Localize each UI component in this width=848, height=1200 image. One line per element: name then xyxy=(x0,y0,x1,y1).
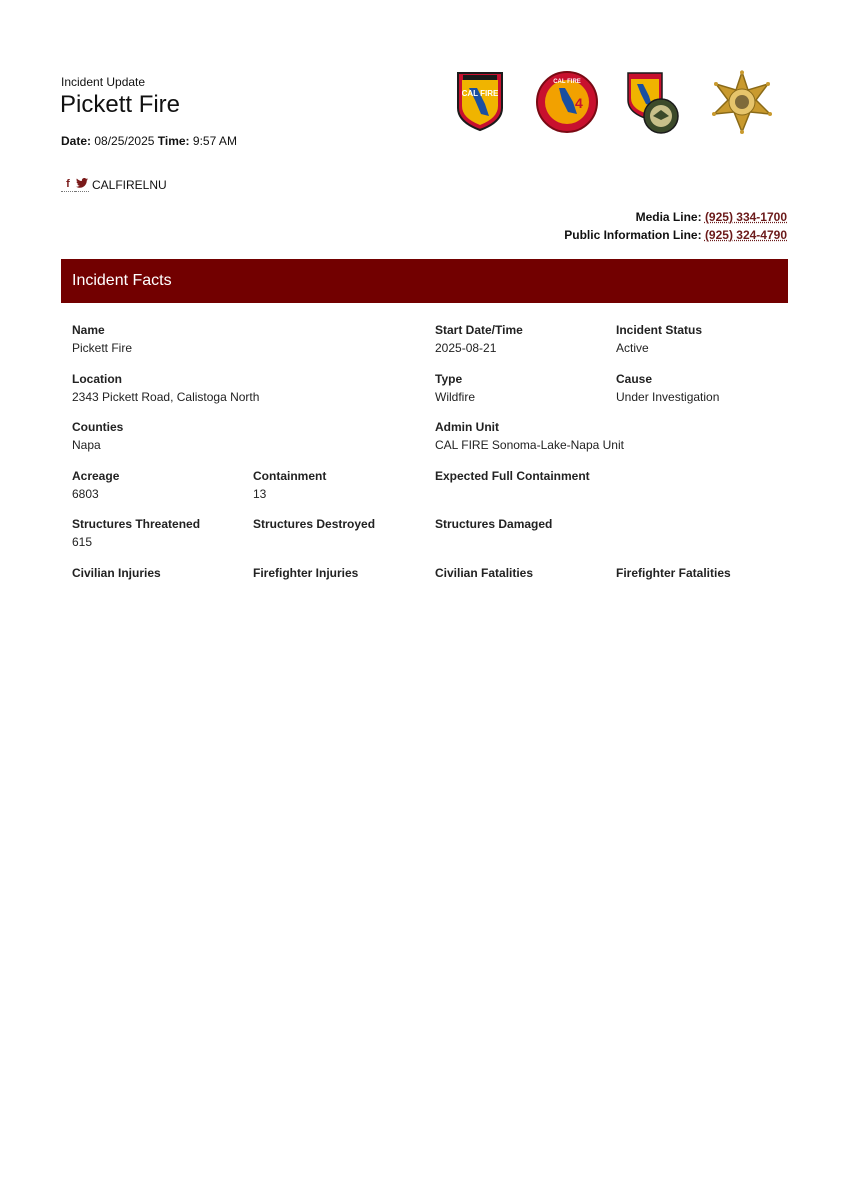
fact-value: 2343 Pickett Road, Calistoga North xyxy=(72,389,260,404)
fact-civilian-injuries xyxy=(72,565,161,583)
svg-text:4: 4 xyxy=(575,95,583,111)
fact-label: Civilian Fatalities xyxy=(435,565,534,580)
fact-label: Containment xyxy=(253,468,327,483)
cal-fire-seal-logo xyxy=(535,70,599,134)
facts-row xyxy=(72,565,788,614)
cal-fire-shield-logo xyxy=(455,70,505,132)
fact-firefighter-injuries xyxy=(253,565,358,583)
date-time-line xyxy=(61,134,237,148)
public-info-line-label: Public Information Line: xyxy=(564,228,702,242)
twitter-icon[interactable] xyxy=(75,178,89,192)
page-title: Pickett Fire xyxy=(60,91,181,118)
incident-facts-grid xyxy=(72,322,788,613)
fact-structures-destroyed xyxy=(253,516,375,534)
fact-civilian-fatalities xyxy=(435,565,533,583)
fact-cause xyxy=(616,371,719,405)
agency-logos xyxy=(450,68,790,138)
facts-row xyxy=(72,419,788,468)
fact-label: Civilian Injuries xyxy=(72,565,161,580)
fact-label: Admin Unit xyxy=(435,420,499,434)
fact-value: Pickett Fire xyxy=(72,341,133,355)
fact-counties xyxy=(72,419,123,453)
fact-name xyxy=(72,322,132,356)
fact-incident-status xyxy=(616,322,702,356)
fact-value: 6803 xyxy=(72,486,99,501)
date-value: 08/25/2025 xyxy=(94,134,155,148)
fact-acreage xyxy=(72,468,119,502)
media-line-phone-link[interactable]: (925) 334-1700 xyxy=(704,210,787,224)
fact-value: 2025-08-21 xyxy=(435,341,497,355)
fact-containment xyxy=(253,468,326,502)
fact-structures-threatened xyxy=(72,516,200,550)
fact-label: Firefighter Fatalities xyxy=(616,565,731,580)
svg-text:CAL FIRE: CAL FIRE xyxy=(461,89,499,98)
fact-location xyxy=(72,371,259,405)
fact-label: Structures Threatened xyxy=(72,517,201,531)
public-info-phone-link[interactable]: (925) 324-4790 xyxy=(704,228,787,242)
fact-label: Counties xyxy=(72,420,124,434)
fact-label: Structures Destroyed xyxy=(253,517,376,531)
fact-firefighter-fatalities xyxy=(616,565,731,583)
fact-label: Start Date/Time xyxy=(435,323,523,337)
fact-value: 615 xyxy=(72,535,93,549)
facebook-icon[interactable]: f xyxy=(61,178,75,192)
fact-value: Napa xyxy=(72,438,101,452)
fact-structures-damaged xyxy=(435,516,552,534)
media-line xyxy=(564,208,787,226)
fact-label: Firefighter Injuries xyxy=(253,565,359,580)
sheriff-star-logo xyxy=(710,70,774,134)
fact-value: 13 xyxy=(253,486,267,501)
time-label: Time: xyxy=(157,134,190,148)
social-handle[interactable]: CALFIRELNU xyxy=(92,178,167,192)
fact-type xyxy=(435,371,475,405)
fact-start-date xyxy=(435,322,523,356)
fact-value: Active xyxy=(616,341,649,355)
fact-admin-unit xyxy=(435,419,624,453)
fact-value: Wildfire xyxy=(435,389,476,404)
social-links xyxy=(61,178,167,192)
svg-text:CAL FIRE: CAL FIRE xyxy=(553,79,581,85)
contact-info xyxy=(564,208,787,244)
fact-label: Cause xyxy=(616,371,653,386)
facts-row xyxy=(72,468,788,517)
date-label: Date: xyxy=(61,134,92,148)
fact-value: Under Investigation xyxy=(616,389,720,404)
fact-label: Expected Full Containment xyxy=(435,468,590,483)
cal-fire-patch-logo xyxy=(625,70,679,136)
facts-row xyxy=(72,371,788,420)
time-value: 9:57 AM xyxy=(192,134,237,148)
fact-label: Name xyxy=(72,323,105,337)
fact-label: Type xyxy=(435,371,463,386)
fact-label: Incident Status xyxy=(616,323,703,337)
public-info-line xyxy=(564,226,787,244)
facts-row xyxy=(72,516,788,565)
fact-value: CAL FIRE Sonoma-Lake-Napa Unit xyxy=(435,438,624,452)
facts-row xyxy=(72,322,788,371)
incident-update-label: Incident Update xyxy=(61,75,146,89)
fact-label: Acreage xyxy=(72,468,120,483)
fact-label: Location xyxy=(72,371,122,386)
media-line-label: Media Line: xyxy=(635,210,702,224)
fact-expected-containment xyxy=(435,468,590,486)
fact-label: Structures Damaged xyxy=(435,517,553,531)
incident-facts-banner: Incident Facts xyxy=(61,259,788,303)
